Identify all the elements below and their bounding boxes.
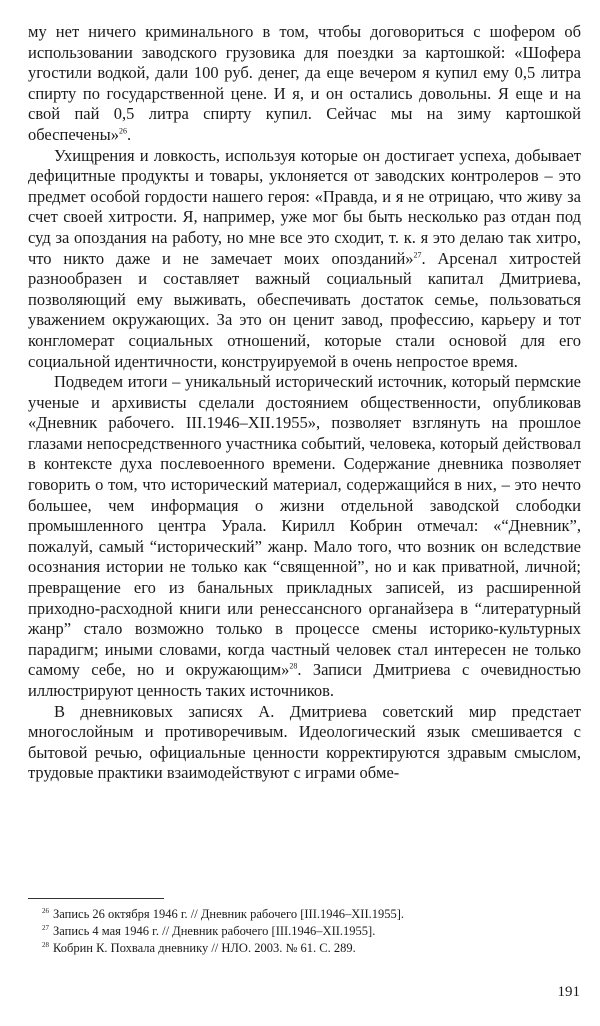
footnote-ref-27: 27 [413, 250, 422, 260]
paragraph-4: В дневниковых записях А. Дмитриева советский мир предстает многослойным и противоречивым. Идеологический язык смешивается с бытовой речью, официальные ценности корректируются здравым смыслом, трудовые практики взаимодействуют с играми обме- [28, 701, 581, 783]
paragraph-1: му нет ничего криминального в том, чтобы договориться с шофером об использовании заводского грузовика для поездки за картошкой: «Шофера угостили водкой, дали 100 руб. денег, да еще вечером я купил ему 0,5 литра спирту по государственной цене. И я, и он остались довольны. Я еще и на свой пай 0,5 литра спирту купил. Сейчас мы на зиму картошкой обеспечены»$^{26}$. [28, 22, 581, 144]
footnote-26: $^{26}$ Запись 26 октября 1946 г. // Дневник рабочего [III.1946–XII.1955]. [42, 906, 405, 921]
footnote-ref-28: 28 [289, 661, 298, 671]
footnote-27: $^{27}$ Запись 4 мая 1946 г. // Дневник рабочего [III.1946–XII.1955]. [42, 923, 376, 938]
footnote-divider [28, 898, 164, 899]
paragraph-3: Подведем итоги – уникальный исторический источник, который пермские ученые и архивисты сделали достоянием общественности, опубликовав «Дневник рабочего. III.1946–XII.1955», позволяет взглянуть на прошлое глазами непосредственного участника событий, человека, который действовал в контексте духа послевоенного времени. Содержание дневника позволяет говорить о том, что исторический материал, содержащийся в них, – это нечто большее, чем информация о жизни отдельной заводской слободки промышленного центра Урала. Кирилл Кобрин отмечал: «“Дневник”, пожалуй, самый “исторический” жанр. Мало того, что возник он вследствие осознания истории не только как “священной”, но и как приватной, личной; превращение его из банальных прикладных записей, из расширенной приходно-расходной книги или ренессансного органайзера в “литературный жанр” стало возможно только в процессе смены историко-культурных парадигм; иными словами, когда частный человек стал интересен не только самому себе, но и окружающим»$^{28}$. Записи Дмитриева с очевидностью иллюстрируют ценность таких источников. [28, 372, 581, 700]
paragraph-2: Ухищрения и ловкость, используя которые он достигает успеха, добывает дефицитные продукты и товары, уклоняется от заводских контролеров – это предмет особой гордости нашего героя: «Правда, и я не отрицаю, что живу за счет своей хитрости. Я, например, уже мог бы быть несколько раз отдан под суд за опоздания на работу, но мне все это сходит, т. к. я это делаю так хитро, что никто даже и не замечает моих опозданий»$^{27}$. Арсенал хитростей разнообразен и составляет важный социальный капитал Дмитриева, позволяющий ему выживать, обеспечивать достаток семье, пользоваться уважением окружающих. За это он ценит завод, профессию, карьеру и тот конгломерат социальных отношений, которые стали основой для его социальной идентичности, конструируемой в очень непростое время. [28, 145, 581, 371]
page-number: 191 [557, 984, 580, 1000]
footnotes [28, 906, 581, 957]
footnote-ref-26: 26 [119, 126, 128, 136]
main-text [28, 22, 581, 784]
footnote-28: $^{28}$ Кобрин К. Похвала дневнику // НЛО. 2003. № 61. С. 289. [42, 940, 356, 955]
